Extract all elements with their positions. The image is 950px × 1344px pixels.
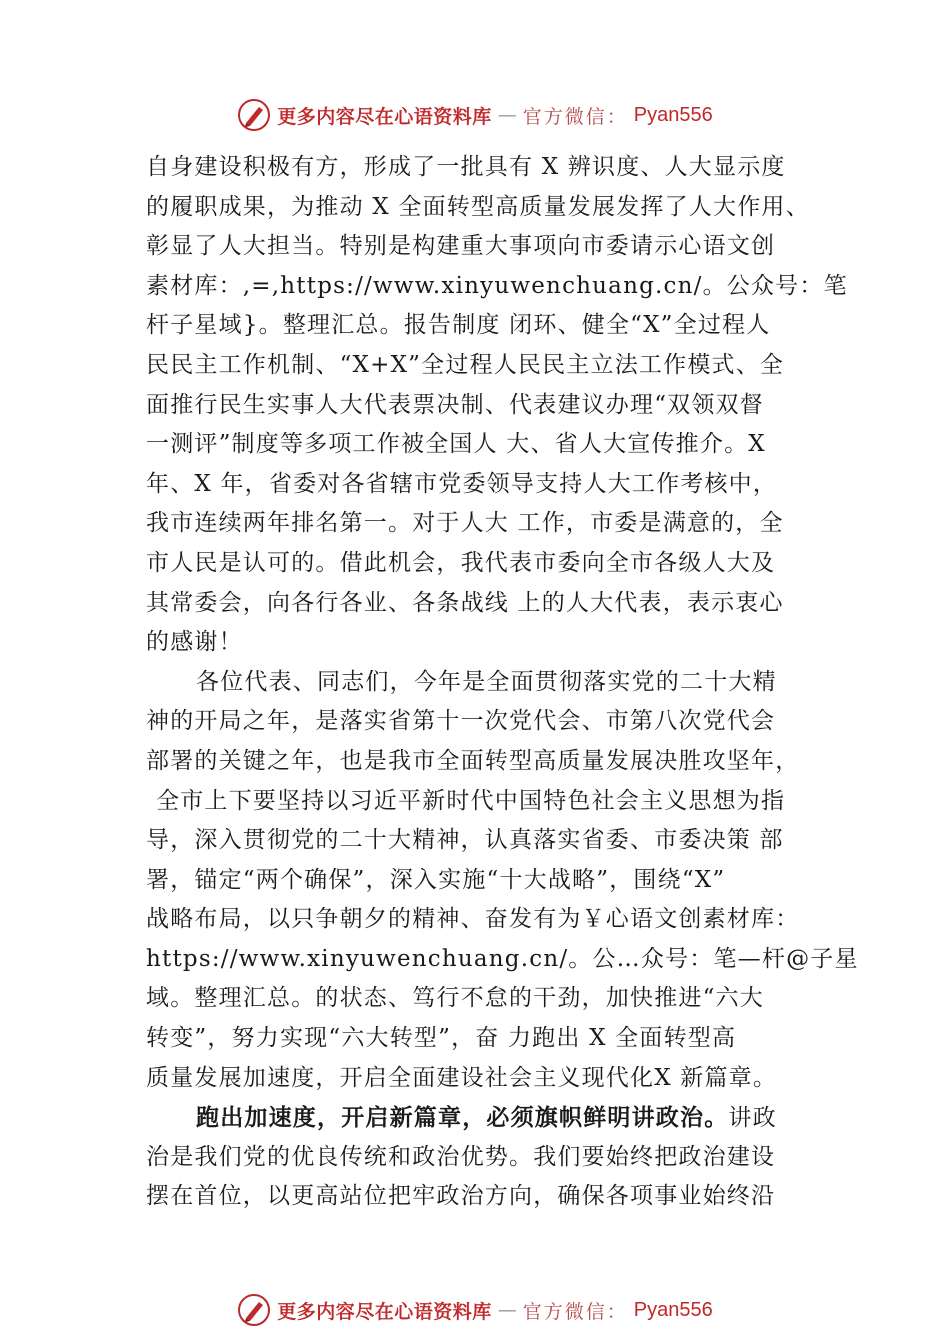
text-line: 的履职成果，为推动 X 全面转型高质量发展发挥了人大作用、 <box>146 193 810 220</box>
text-line: 素材库：,=,https://www.xinyuwenchuang.cn/。公众号：笔 <box>146 272 848 299</box>
text-line: 域。整理汇总。的状态、笃行不怠的干劲，加快推进“六大 <box>146 985 764 1012</box>
text-line: 彰显了人大担当。特别是构建重大事项向市委请示心语文创 <box>146 233 776 260</box>
banner-text: 更多内容尽在心语资料库 <box>277 1300 492 1323</box>
text-line: 各位代表、同志们，今年是全面贯彻落实党的二十大精 <box>196 668 777 695</box>
text-line: 一测评”制度等多项工作被全国人 大、省人大宣传推介。X <box>146 431 766 458</box>
text-line: 的感谢！ <box>146 629 243 656</box>
text-line: 民民主工作机制、“X+X”全过程人民民主立法工作模式、全 <box>146 351 785 378</box>
text-line: 治是我们党的优良传统和政治优势。我们要始终把政治建设 <box>146 1143 776 1170</box>
banner-dash: — <box>497 104 517 126</box>
text-run: 讲政 <box>728 1105 777 1132</box>
text-line: 市人民是认可的。借此机会，我代表市委向全市各级人大及 <box>146 549 776 576</box>
section-heading: 跑出加速度，开启新篇章，必须旗帜鲜明讲政治。 <box>196 1104 729 1132</box>
text-line: 摆在首位，以更高站位把牢政治方向，确保各项事业始终沿 <box>146 1183 776 1210</box>
text-line: 质量发展加速度，开启全面建设社会主义现代化X 新篇章。 <box>146 1064 778 1091</box>
text-line: 署，锚定“两个确保”，深入实施“十大战略”，围绕“X” <box>146 866 726 893</box>
banner-wechat-id: Pyan556 <box>633 1298 713 1321</box>
watermark-banner-bottom <box>0 1290 950 1330</box>
text-line: 全市上下要坚持以习近平新时代中国特色社会主义思想为指 <box>156 787 786 814</box>
document-body <box>146 148 859 1217</box>
banner-wechat-id: Pyan556 <box>633 103 713 126</box>
text-line: 神的开局之年，是落实省第十一次党代会、市第八次党代会 <box>146 708 776 735</box>
paragraph-1 <box>146 148 848 663</box>
banner-text: 更多内容尽在心语资料库 <box>277 105 492 128</box>
text-line: 转变”，努力实现“六大转型”，奋 力跑出 X 全面转型高 <box>146 1025 737 1052</box>
text-line: 我市连续两年排名第一。对于人大 工作，市委是满意的，全 <box>146 510 784 537</box>
text-line: 面推行民生实事人大代表票决制、代表建议办理“双领双督 <box>146 391 764 418</box>
pen-logo-icon <box>237 98 271 132</box>
text-line: 战略布局，以只争朝夕的精神、奋发有为￥心语文创素材库： <box>146 906 800 933</box>
text-line: 自身建设积极有方，形成了一批具有 X 辨识度、人大显示度 <box>146 154 786 180</box>
text-line: 导，深入贯彻党的二十大精神，认真落实省委、市委决策 部 <box>146 827 784 854</box>
text-line: 其常委会，向各行各业、各条战线 上的人大代表，表示衷心 <box>146 589 784 616</box>
text-line: 年、X 年，省委对各省辖市党委领导支持人大工作考核中， <box>146 470 778 497</box>
paragraph-3 <box>146 1098 836 1217</box>
text-line: 部署的关键之年，也是我市全面转型高质量发展决胜攻坚年， <box>146 747 800 774</box>
banner-wechat-label: 官方微信： <box>522 105 628 128</box>
watermark-banner-top <box>0 95 950 135</box>
text-line: 杆子星域}。整理汇总。报告制度 闭环、健全“X”全过程人 <box>146 312 771 339</box>
paragraph-2 <box>146 663 859 1099</box>
banner-wechat-label: 官方微信： <box>522 1300 628 1323</box>
pen-logo-icon <box>237 1293 271 1327</box>
banner-dash: — <box>497 1299 517 1321</box>
text-line: https://www.xinyuwenchuang.cn/。公…众号：笔—杆@子星 <box>146 945 859 972</box>
text-line <box>146 1098 836 1138</box>
